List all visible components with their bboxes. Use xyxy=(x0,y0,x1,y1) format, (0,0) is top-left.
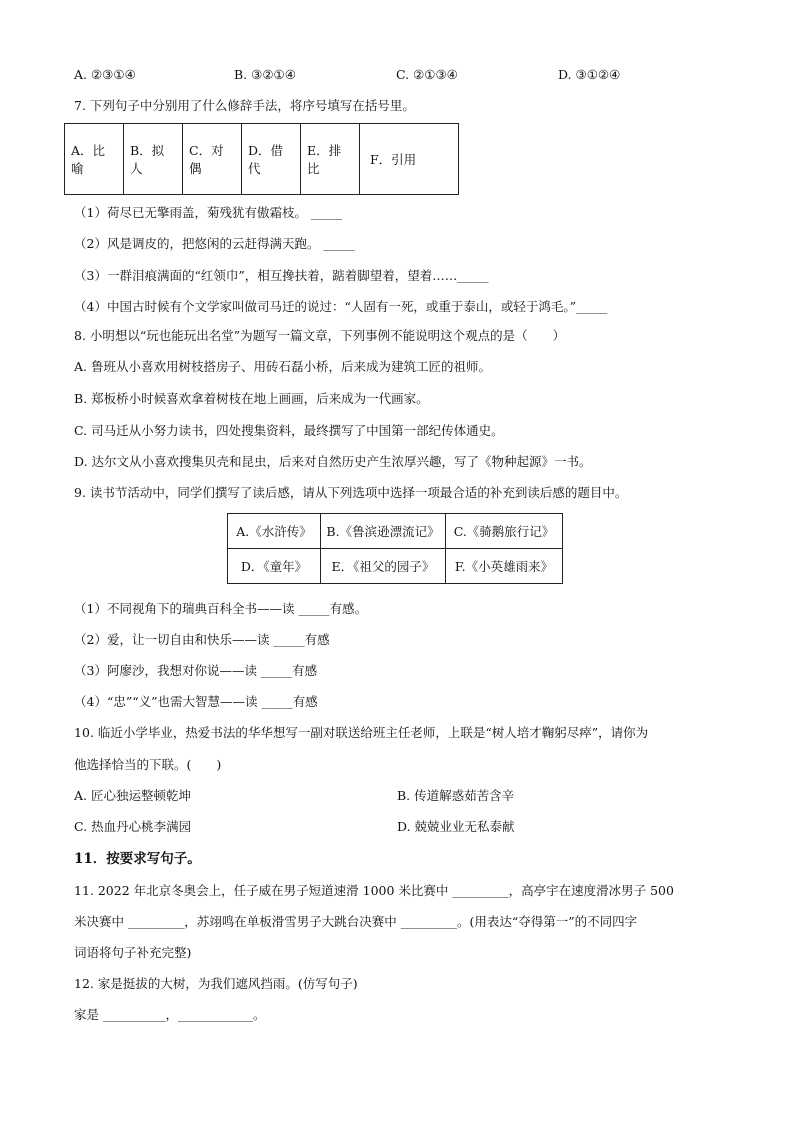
q10-option-d[interactable]: D. 兢兢业业无私泰献 xyxy=(397,819,515,834)
q7-cell-f xyxy=(360,124,459,195)
q11-line3: 词语将句子补充完整) xyxy=(74,945,192,960)
q9-cell-c: C.《骑鹅旅行记》 xyxy=(446,514,563,549)
q11-line2: 米决赛中 _________，苏翊鸣在单板滑雪男子大跳台决赛中 _________。(用表达“夺得第一”的不同四字 xyxy=(74,914,638,929)
q7-item-3: （3）一群泪痕满面的“红领巾”，相互搀扶着，踮着脚望着，望着……_____ xyxy=(74,268,489,283)
q7-cell-e xyxy=(301,124,360,195)
q7-item-4: （4）中国古时候有个文学家叫做司马迁的说过：“人固有一死，或重于泰山，或轻于鸿毛。”_____ xyxy=(74,299,608,314)
q6-option-b[interactable]: B. ③②①④ xyxy=(234,67,296,82)
q10-option-b[interactable]: B. 传道解惑茹苦含辛 xyxy=(397,788,515,803)
q8-option-c[interactable]: C. 司马迁从小努力读书，四处搜集资料，最终撰写了中国第一部纪传体通史。 xyxy=(74,423,504,438)
q11-line1: 11. 2022 年北京冬奥会上，任子威在男子短道速滑 1000 米比赛中 _________，高亭宇在速度滑冰男子 500 xyxy=(74,883,674,898)
q12-answer-line[interactable]: 家是 __________，____________。 xyxy=(74,1007,266,1022)
q7-cell-f-line1: F．引用 xyxy=(370,152,417,167)
q6-option-a[interactable]: A. ②③①④ xyxy=(74,67,136,82)
q7-cell-b-line1: B．拟 xyxy=(130,143,165,158)
q7-item-1: （1）荷尽已无擎雨盖，菊残犹有傲霜枝。 _____ xyxy=(74,205,343,220)
q10-option-a[interactable]: A. 匠心独运整顿乾坤 xyxy=(74,788,191,803)
q7-rhetoric-table xyxy=(64,123,459,195)
q10-stem-line1: 10. 临近小学毕业，热爱书法的华华想写一副对联送给班主任老师，上联是“树人培才鞠躬尽瘁”，请你为 xyxy=(74,725,649,740)
q7-cell-b xyxy=(124,124,183,195)
q9-item-3: （3）阿廖沙，我想对你说——读 _____有感 xyxy=(74,663,318,678)
q9-book-table xyxy=(227,513,563,584)
q9-item-1: （1）不同视角下的瑞典百科全书——读 _____有感。 xyxy=(74,601,368,616)
q8-option-b[interactable]: B. 郑板桥小时候喜欢拿着树枝在地上画画，后来成为一代画家。 xyxy=(74,391,429,406)
q7-cell-d xyxy=(242,124,301,195)
q7-cell-d-line2: 代 xyxy=(248,161,261,176)
q7-stem: 7. 下列句子中分别用了什么修辞手法，将序号填写在括号里。 xyxy=(74,98,415,113)
q12-stem: 12. 家是挺拔的大树，为我们遮风挡雨。(仿写句子) xyxy=(74,976,358,991)
q9-cell-b: B.《鲁滨逊漂流记》 xyxy=(321,514,446,549)
q9-cell-a: A.《水浒传》 xyxy=(228,514,321,549)
q8-option-a[interactable]: A. 鲁班从小喜欢用树枝搭房子、用砖石磊小桥，后来成为建筑工匠的祖师。 xyxy=(74,359,491,374)
q6-option-d[interactable]: D. ③①②④ xyxy=(558,67,621,82)
q9-item-4: （4）“忠”“义”也需大智慧——读 _____有感 xyxy=(74,694,318,709)
q6-option-c[interactable]: C. ②①③④ xyxy=(396,67,458,82)
q9-item-2: （2）爱，让一切自由和快乐——读 _____有感 xyxy=(74,632,330,647)
q7-cell-d-line1: D．借 xyxy=(248,143,284,158)
q7-item-2: （2）风是调皮的，把悠闲的云赶得满天跑。 _____ xyxy=(74,236,355,251)
q7-cell-c xyxy=(183,124,242,195)
q7-cell-b-line2: 人 xyxy=(130,161,143,176)
q7-cell-a xyxy=(65,124,124,195)
q8-stem: 8. 小明想以“玩也能玩出名堂”为题写一篇文章，下列事例不能说明这个观点的是（ ） xyxy=(74,328,566,343)
section-11-heading: 11．按要求写句子。 xyxy=(74,851,201,867)
q7-cell-e-line1: E．排 xyxy=(307,143,342,158)
q9-stem: 9. 读书节活动中，同学们撰写了读后感，请从下列选项中选择一项最合适的补充到读后感的题目中。 xyxy=(74,485,628,500)
q7-cell-a-line1: A．比 xyxy=(71,143,106,158)
q10-option-c[interactable]: C. 热血丹心桃李满园 xyxy=(74,819,192,834)
q7-cell-a-line2: 喻 xyxy=(71,161,84,176)
q9-cell-f: F.《小英雄雨来》 xyxy=(446,549,563,584)
q8-option-d[interactable]: D. 达尔文从小喜欢搜集贝壳和昆虫，后来对自然历史产生浓厚兴趣，写了《物种起源》一书。 xyxy=(74,454,592,469)
q7-cell-c-line2: 偶 xyxy=(189,161,202,176)
q9-cell-e: E．《祖父的园子》 xyxy=(321,549,446,584)
q10-stem-line2: 他选择恰当的下联。( ) xyxy=(74,757,222,772)
q7-cell-c-line1: C．对 xyxy=(189,143,224,158)
q9-cell-d: D．《童年》 xyxy=(228,549,321,584)
q7-cell-e-line2: 比 xyxy=(307,161,320,176)
